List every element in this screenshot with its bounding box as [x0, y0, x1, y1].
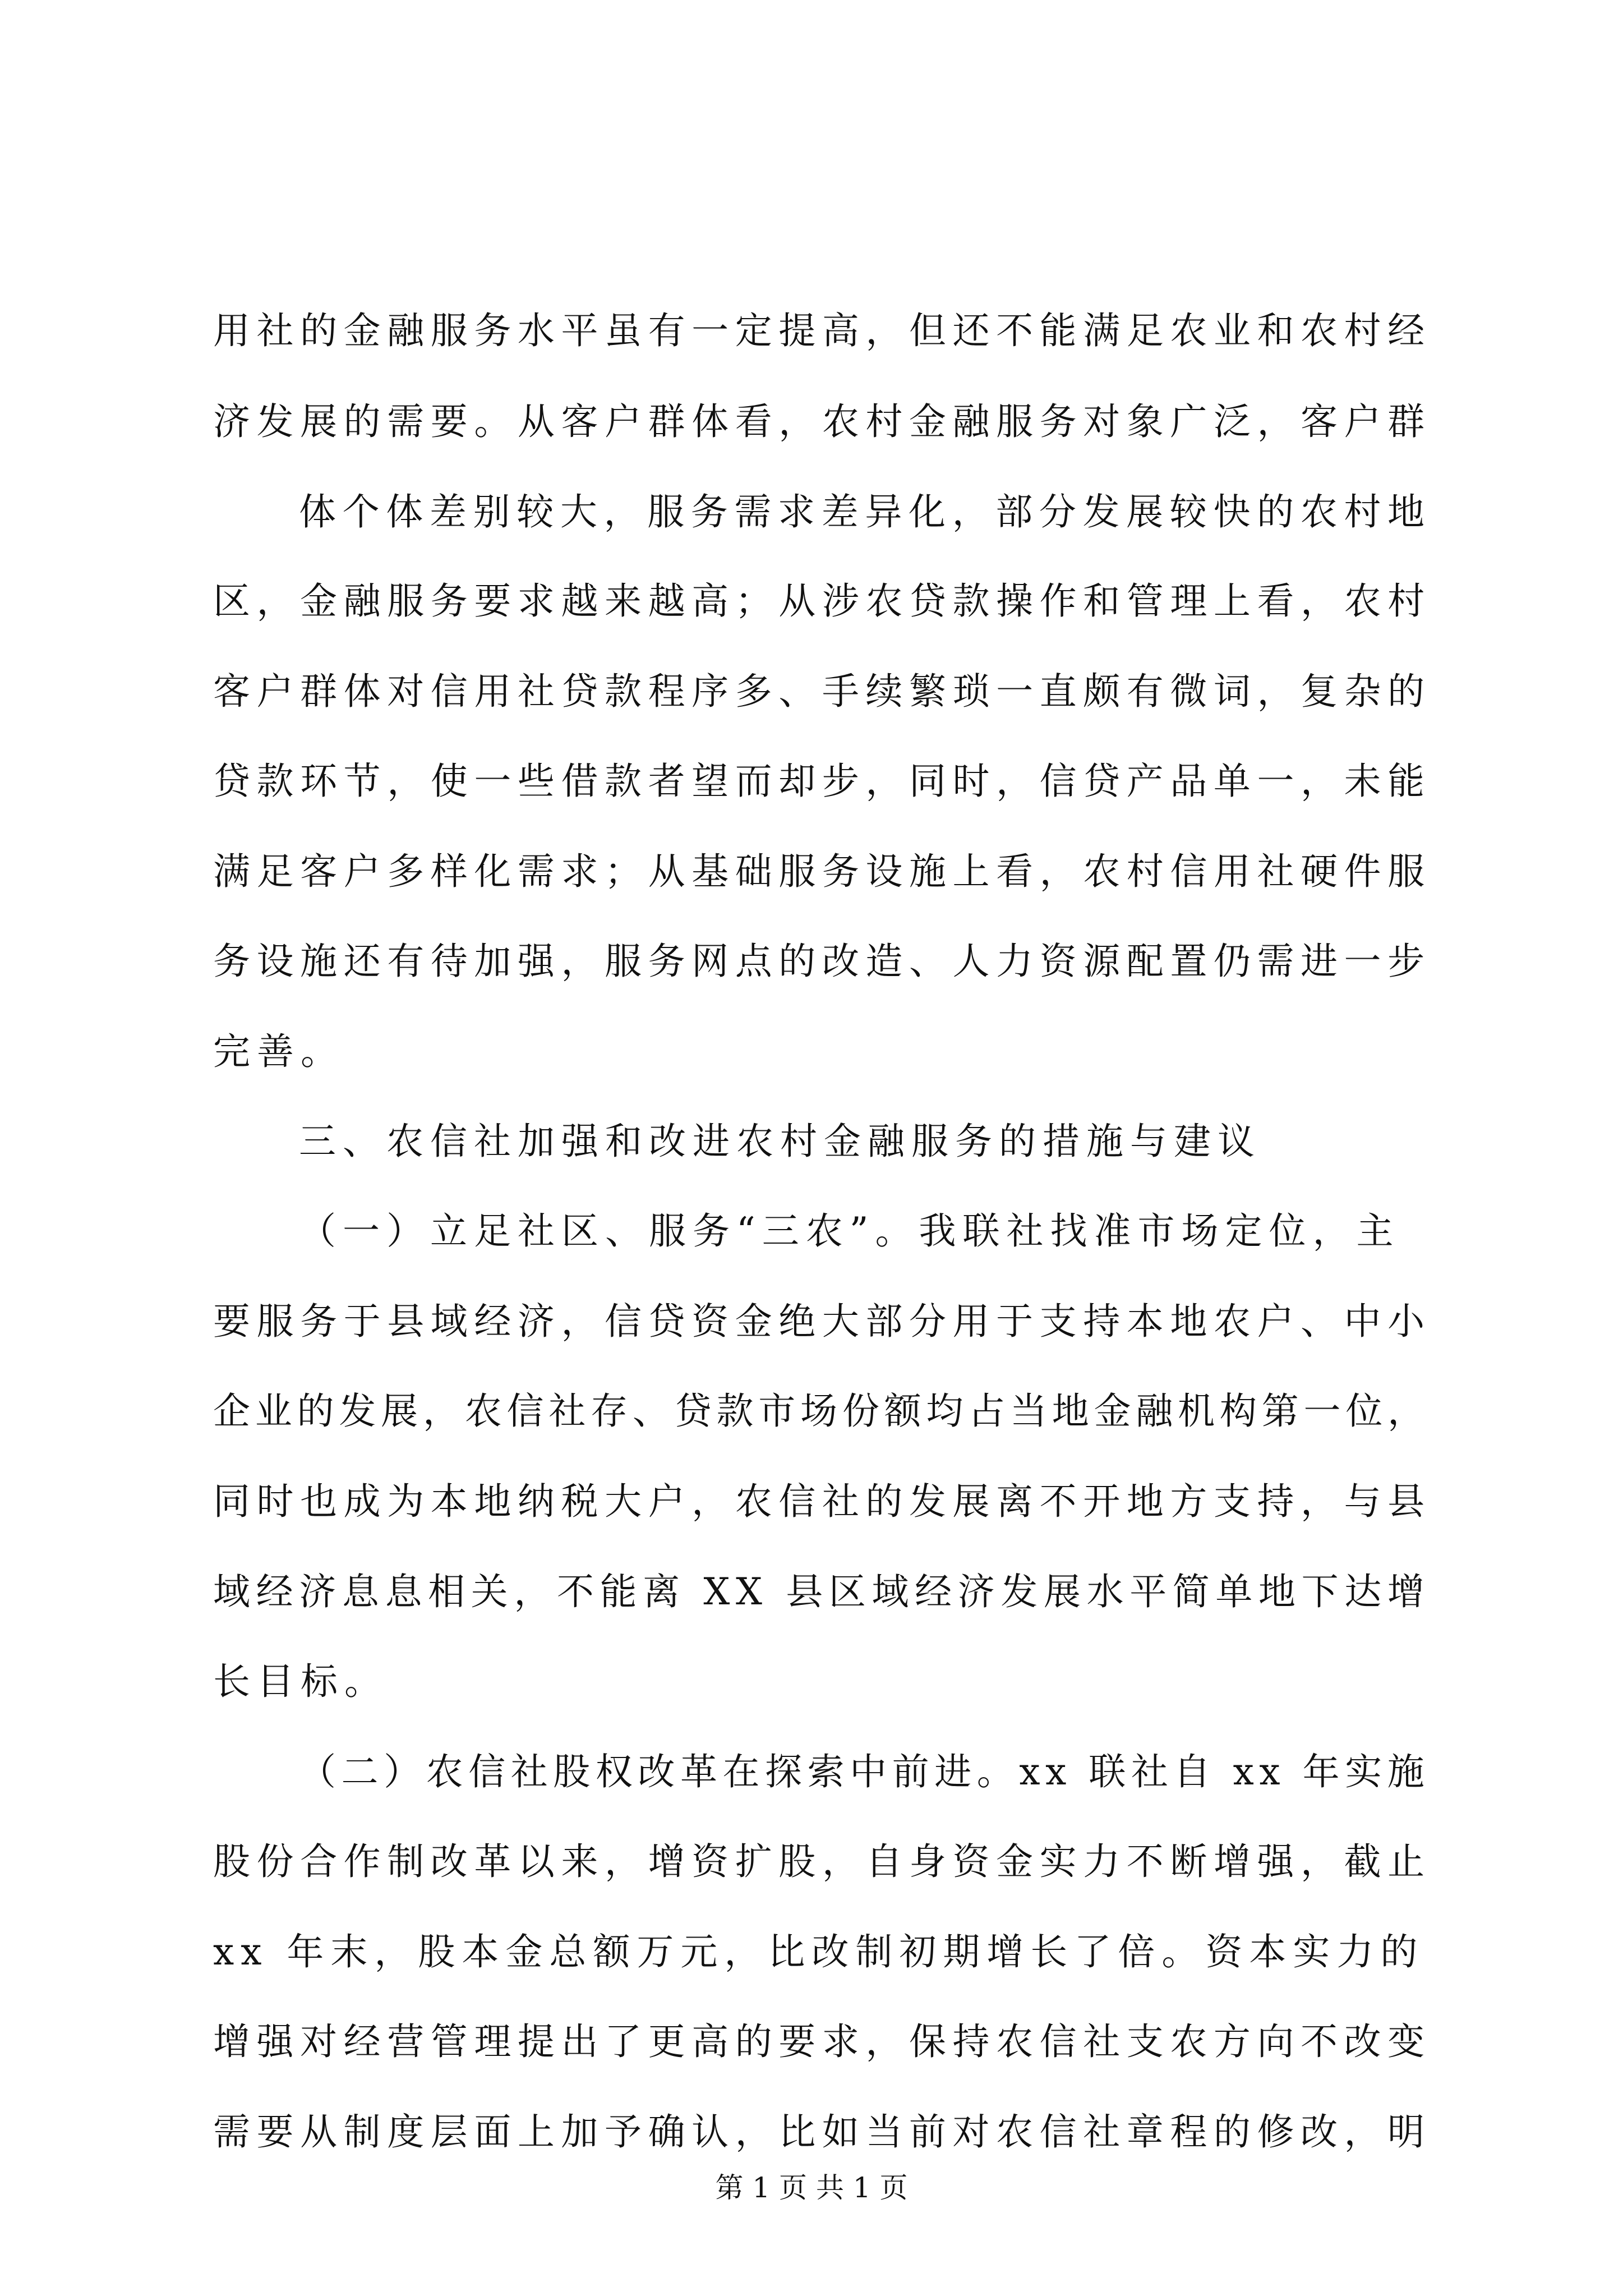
- text-line: 增强对经营管理提出了更高的要求，保持农信社支农方向不改变: [213, 2020, 1431, 2063]
- text-line: （一）立足社区、服务“三农”。我联社找准市场定位，主: [299, 1209, 1400, 1253]
- text-line: 企业的发展，农信社存、贷款市场份额均占当地金融机构第一位，: [213, 1389, 1430, 1433]
- text-line: 域经济息息相关，不能离 XX 县区域经济发展水平简单地下达增: [213, 1570, 1431, 1613]
- text-line: 同时也成为本地纳税大户，农信社的发展离不开地方支持，与县: [213, 1480, 1431, 1523]
- page-number-footer: 第 1 页 共 1 页: [715, 2171, 908, 2204]
- text-line: 务设施还有待加强，服务网点的改造、人力资源配置仍需进一步: [213, 940, 1431, 983]
- text-line: 贷款环节，使一些借款者望而却步，同时，信贷产品单一，未能: [213, 760, 1431, 803]
- text-line: 体个体差别较大，服务需求差异化，部分发展较快的农村地: [299, 490, 1431, 533]
- text-line: 区，金融服务要求越来越高；从涉农贷款操作和管理上看，农村: [213, 579, 1431, 623]
- text-line: 客户群体对信用社贷款程序多、手续繁琐一直颇有微词，复杂的: [213, 670, 1431, 713]
- text-line: 股份合作制改革以来，增资扩股，自身资金实力不断增强，截止: [213, 1840, 1431, 1883]
- section-heading: 三、农信社加强和改进农村金融服务的措施与建议: [299, 1120, 1261, 1163]
- text-line: 要服务于县域经济，信贷资金绝大部分用于支持本地农户、中小: [213, 1300, 1431, 1343]
- text-line: 济发展的需要。从客户群体看，农村金融服务对象广泛，客户群: [213, 400, 1431, 443]
- text-line: xx 年末，股本金总额万元，比改制初期增长了倍。资本实力的: [213, 1930, 1424, 1973]
- text-line: 需要从制度层面上加予确认，比如当前对农信社章程的修改，明: [213, 2110, 1431, 2154]
- text-line: 用社的金融服务水平虽有一定提高，但还不能满足农业和农村经: [213, 309, 1431, 352]
- text-line: 完善。: [213, 1030, 344, 1073]
- text-line: 长目标。: [213, 1660, 388, 1703]
- text-line: （二）农信社股权改革在探索中前进。xx 联社自 xx 年实施: [299, 1750, 1430, 1793]
- text-line: 满足客户多样化需求；从基础服务设施上看，农村信用社硬件服: [213, 850, 1431, 893]
